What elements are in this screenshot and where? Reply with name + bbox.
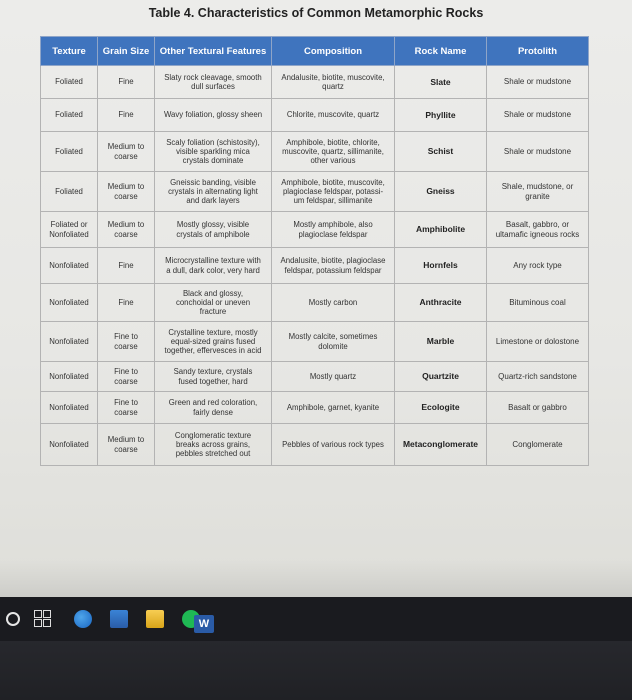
desk-background [0,641,632,700]
cell-other-features: Microcrystalline texture with a dull, dark color, very hard [155,248,272,284]
cell-texture: Nonfoliated [41,362,98,392]
cell-other-features: Sandy texture, crystals fused together, hard [155,362,272,392]
cell-texture: Foliated [41,99,98,132]
cell-composition: Mostly carbon [272,284,395,322]
cell-texture: Foliated [41,172,98,212]
cell-rock-name: Gneiss [395,172,487,212]
cell-composition: Amphibole, biotite, muscovite, plagioclase feldspar, potassi- um feldspar, sillimanite [272,172,395,212]
cell-protolith: Basalt or gabbro [487,392,589,424]
cell-texture: Nonfoliated [41,424,98,466]
cell-protolith: Limestone or dolostone [487,322,589,362]
cell-rock-name: Schist [395,132,487,172]
table-row [41,172,589,212]
cell-protolith: Bituminous coal [487,284,589,322]
cell-grain-size: Fine to coarse [98,322,155,362]
cell-texture: Nonfoliated [41,322,98,362]
table-row [41,212,589,248]
page-shadow [0,560,632,597]
cell-grain-size: Fine to coarse [98,362,155,392]
cell-grain-size: Fine [98,248,155,284]
table-row [41,392,589,424]
cell-grain-size: Fine [98,284,155,322]
cell-protolith: Shale or mudstone [487,66,589,99]
cell-rock-name: Hornfels [395,248,487,284]
cell-composition: Amphibole, biotite, chlorite, muscovite, quartz, sillimanite, other various [272,132,395,172]
column-header-texture: Texture [41,37,98,66]
cell-other-features: Crystalline texture, mostly equal-sized grains fused together, effervesces in acid [155,322,272,362]
table-row [41,66,589,99]
cell-texture: Nonfoliated [41,284,98,322]
cell-protolith: Shale, mudstone, or granite [487,172,589,212]
cell-composition: Mostly calcite, sometimes dolomite [272,322,395,362]
cell-composition: Mostly quartz [272,362,395,392]
cortana-icon[interactable] [6,612,20,626]
cell-protolith: Conglomerate [487,424,589,466]
cell-texture: Nonfoliated [41,392,98,424]
cell-texture: Foliated [41,132,98,172]
table-row [41,424,589,466]
cell-composition: Andalusite, biotite, plagioclase feldspar, potassium feldspar [272,248,395,284]
cell-rock-name: Marble [395,322,487,362]
word-icon[interactable]: W [194,615,214,633]
table-row [41,132,589,172]
cell-rock-name: Slate [395,66,487,99]
cell-other-features: Gneissic banding, visible crystals in alternating light and dark layers [155,172,272,212]
cell-grain-size: Fine [98,99,155,132]
table-row [41,284,589,322]
cell-rock-name: Phyllite [395,99,487,132]
cell-protolith: Any rock type [487,248,589,284]
cell-rock-name: Anthracite [395,284,487,322]
cell-protolith: Shale or mudstone [487,99,589,132]
table-row [41,362,589,392]
cell-composition: Mostly amphibole, also plagioclase feldspar [272,212,395,248]
table-row [41,248,589,284]
cell-grain-size: Medium to coarse [98,212,155,248]
cell-texture: Nonfoliated [41,248,98,284]
table-title: Table 4. Characteristics of Common Metamorphic Rocks [148,6,484,20]
cell-composition: Andalusite, biotite, muscovite, quartz [272,66,395,99]
cell-other-features: Green and red coloration, fairly dense [155,392,272,424]
cell-grain-size: Medium to coarse [98,172,155,212]
cell-other-features: Conglomeratic texture breaks across grains, pebbles stretched out [155,424,272,466]
metamorphic-rocks-table [40,36,589,466]
cell-rock-name: Metaconglomerate [395,424,487,466]
cell-other-features: Slaty rock cleavage, smooth dull surfaces [155,66,272,99]
cell-grain-size: Fine [98,66,155,99]
cell-texture: Foliated [41,66,98,99]
cell-other-features: Black and glossy, conchoidal or uneven fracture [155,284,272,322]
store-icon[interactable] [110,610,128,628]
column-header-composition: Composition [272,37,395,66]
task-view-icon[interactable] [34,610,52,628]
cell-other-features: Mostly glossy, visible crystals of amphibole [155,212,272,248]
column-header-rock-name: Rock Name [395,37,487,66]
column-header-grain-size: Grain Size [98,37,155,66]
cell-grain-size: Medium to coarse [98,424,155,466]
cell-protolith: Basalt, gabbro, or ultamafic igneous rocks [487,212,589,248]
cell-composition: Pebbles of various rock types [272,424,395,466]
table-row [41,99,589,132]
cell-other-features: Scaly foliation (schistosity), visible sparkling mica crystals dominate [155,132,272,172]
cell-protolith: Shale or mudstone [487,132,589,172]
edge-icon[interactable] [74,610,92,628]
cell-rock-name: Amphibolite [395,212,487,248]
cell-texture: Foliated or Nonfoliated [41,212,98,248]
table-row [41,322,589,362]
cell-composition: Amphibole, garnet, kyanite [272,392,395,424]
cell-grain-size: Medium to coarse [98,132,155,172]
cell-grain-size: Fine to coarse [98,392,155,424]
taskbar [0,597,632,641]
column-header-protolith: Protolith [487,37,589,66]
cell-composition: Chlorite, muscovite, quartz [272,99,395,132]
column-header-other-features: Other Textural Features [155,37,272,66]
cell-protolith: Quartz-rich sandstone [487,362,589,392]
cell-rock-name: Quartzite [395,362,487,392]
cell-other-features: Wavy foliation, glossy sheen [155,99,272,132]
cell-rock-name: Ecologite [395,392,487,424]
file-explorer-icon[interactable] [146,610,164,628]
table-header-row [41,37,589,66]
